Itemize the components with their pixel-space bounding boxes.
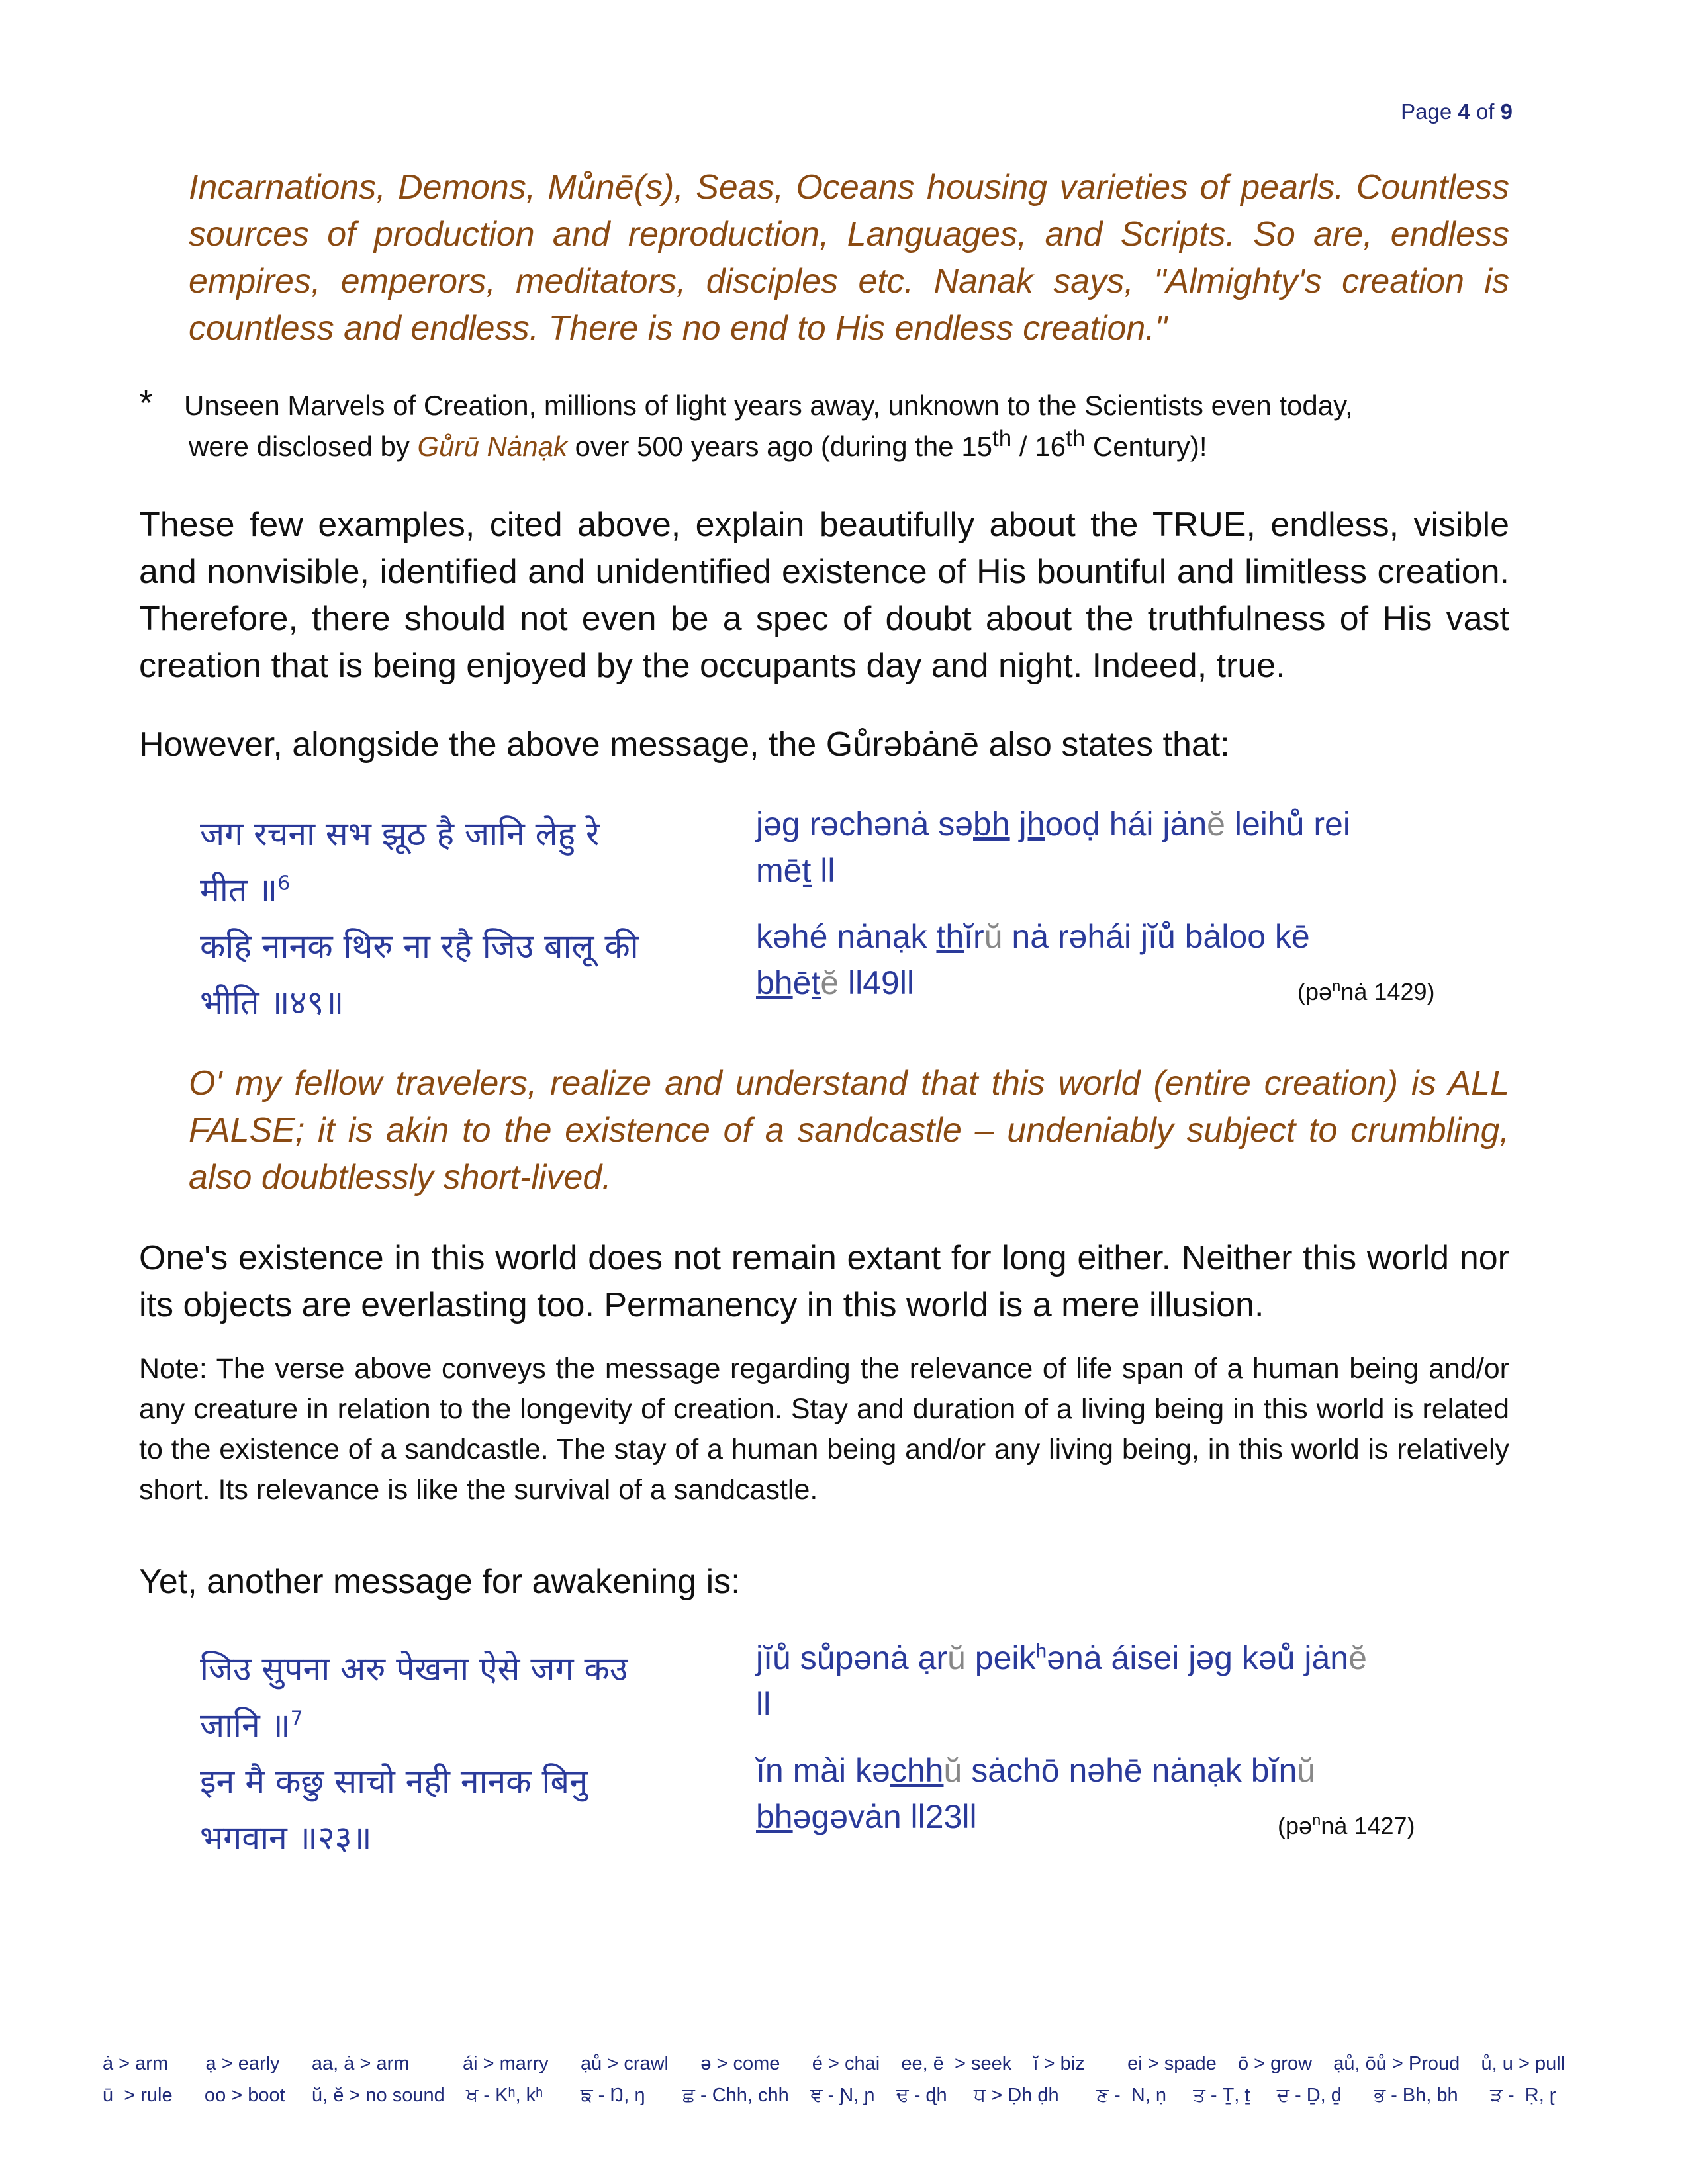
verse2-transliteration [756,1635,1431,1840]
verse1-translation: O' my fellow travelers, realize and understand that this world (entire creation) is ALL FALSE; it is akin to the existence of a sandcastle – undeniably subject to crumbling, also doubtlessly short-lived. [189,1064,1509,1197]
verse1-devanagari-line1: जग रचना सभ झूठ है जानि लेहु रे [200,815,600,853]
verse1-devanagari-line4: भीति ॥४९॥ [200,983,344,1022]
verse2-translit-line2: ll [756,1686,771,1723]
paragraph-awakening: Yet, another message for awakening is: [139,1563,741,1601]
page-number: Page 4 of 9 [1401,99,1513,124]
verse1-devanagari-line2: मीत ॥$^6$ [200,871,291,909]
intro-translation: Incarnations, Demons, Mů̇nē(s), Seas, Oceans housing varieties of pearls. Countless sources of production and reproduction, Languages, and Scripts. So are, endless empires, emperors, meditators, disciples etc. Nanak says, "Almighty's creation is countless and endless. There is no end to His endless creation." [189,168,1509,347]
verse1-translit-line3: kəhé nȧnạk thĭrŭ nȧ rəhái jĭů̇ bȧloo kē [756,918,1310,955]
guru-nanak-name: Gů̇rū Nȧnạk [417,431,567,462]
verse2-devanagari-line1: जिउ सुपना अरु पेखना ऐसे जग कउ [200,1650,628,1688]
verse2-citation: (pə$^n$nȧ 1427) [1278,1811,1415,1839]
paragraph-existence: One's existence in this world does not remain extant for long either. Neither this world nor its objects are everlasting too. Permanency in this world is a mere illusion. [139,1239,1509,1324]
verse1-transliteration [756,801,1431,1006]
verse1-devanagari [200,806,729,1031]
verse2-devanagari-line4: भगवान ॥२३॥ [200,1819,372,1857]
pronunciation-legend-row1: ȧ > arm ạ > early aa, ȧ > arm ái > marry ạů > crawl ə > come é > chai ee, ē > seek ĭ > biz ei > spade ō > grow ạů, ōů > Proud ů, u > pull [103,2053,1566,2074]
star-note-line2: were disclosed by Gů̇rū Nȧnạk over 500 years ago (during the 15th / 16th Century)! [189,426,1207,462]
verse2-translit-line3: ĭn mài kəchhŭ sȧchō nəhē nȧnạk bĭnŭ [756,1752,1316,1789]
verse1-translit-line4: bhēṯĕ ll49ll [756,964,915,1001]
note-paragraph: Note: The verse above conveys the message regarding the relevance of life span of a human being and/or any creature in relation to the longevity of creation. Stay and duration of a living being in this world is related to the existence of a sandcastle. The stay of a human being and/or any living being, in this world is relatively short. Its relevance is like the survival of a sandcastle. [139,1353,1509,1506]
verse2-devanagari-line3: इन मै कछु साचो नही नानक बिनु [200,1762,588,1801]
verse2-devanagari [200,1641,729,1866]
verse1-translit-line2: mēṯ ll [756,852,835,889]
verse2-devanagari-line2: जानि ॥$^7$ [200,1706,303,1745]
pronunciation-legend-row2: ū > rule oo > boot ŭ, ĕ > no sound ਖ - Kʰ, kʰ ਙ - Ŋ, ŋ ਛ - Chh, chh ਞ - Ɲ, ɲ ਢ - ɖh ਧ > Ḍh ḍh ਣ - N, ṇ ਤ - Ṯ, ṯ ਦ - Ḏ, ḏ ਭ - Bh, bh ੜ - Ṛ, ɽ [103,2085,1556,2106]
verse2-translit-line4: bhəgəvȧn ll23ll [756,1798,977,1835]
verse1-citation: (pə$^n$nȧ 1429) [1297,978,1435,1005]
star-note-line1: Unseen Marvels of Creation, millions of light years away, unknown to the Scientists even today, [184,390,1353,421]
verse1-devanagari-line3: कहि नानक थिरु ना रहै जिउ बालू की [200,927,639,966]
paragraph-examples: These few examples, cited above, explain beautifully about the TRUE, endless, visible and nonvisible, identified and unidentified existence of His bountiful and limitless creation. Therefore, there should not even be a spec of doubt about the truthfulness of His vast creation that is being enjoyed by the occupants day and night. Indeed, true. [139,506,1509,685]
verse2-translit-line1: jĭů̇ sů̇pənȧ ạrŭ peik$^h$ənȧ áisei jəg kəů̇ jȧnĕ [756,1639,1367,1676]
paragraph-however: However, alongside the above message, the Gů̇rəbȧnē also states that: [139,725,1230,764]
star-note [139,385,1509,467]
asterisk: * [139,383,154,423]
verse1-translit-line1: jəg rəchənȧ səbh jhooḍ hái jȧnĕ leihů̇ rei [756,805,1350,842]
